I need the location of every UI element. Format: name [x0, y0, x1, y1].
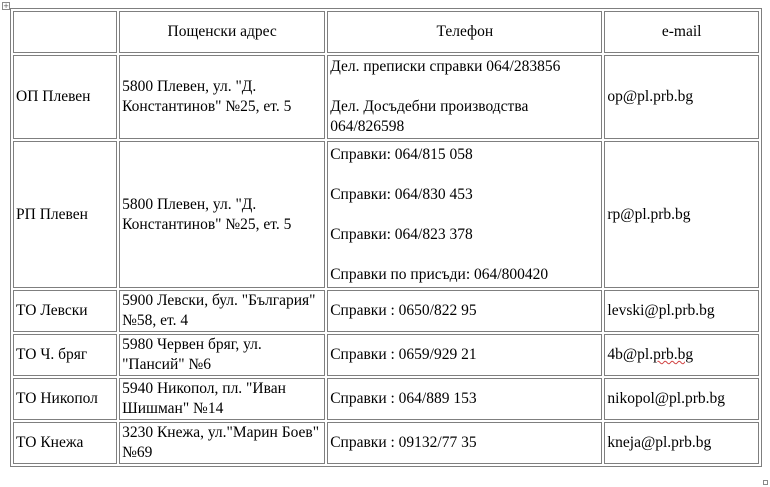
office-cell: ОП Плевен — [13, 55, 117, 139]
table-resize-handle-icon[interactable] — [763, 480, 768, 485]
address-cell: 5800 Плевен, ул. "Д. Константинов" №25, ет. 5 — [119, 55, 325, 139]
header-cell-email: e-mail — [604, 11, 759, 53]
email-cell: nikopol@pl.prb.bg — [604, 378, 759, 420]
phone-cell — [327, 422, 602, 464]
email-cell: kneja@pl.prb.bg — [604, 422, 759, 464]
phone-cell — [327, 141, 602, 288]
table-row — [13, 334, 759, 376]
header-row — [13, 11, 759, 53]
table-row — [13, 55, 759, 139]
address-cell: 5800 Плевен, ул. "Д. Константинов" №25, ет. 5 — [119, 141, 325, 288]
header-cell-phone: Телефон — [327, 11, 602, 53]
office-cell: ТО Никопол — [13, 378, 117, 420]
phone-line: Справки: 064/823 378 — [330, 225, 473, 243]
office-cell: ТО Ч. бряг — [13, 334, 117, 376]
contacts-table — [10, 8, 762, 467]
table-row — [13, 290, 759, 332]
address-cell: 3230 Кнежа, ул."Марин Боев" №69 — [119, 422, 325, 464]
phone-cell — [327, 378, 602, 420]
table-row — [13, 141, 759, 288]
phone-cell — [327, 334, 602, 376]
office-cell: РП Плевен — [13, 141, 117, 288]
phone-line: Справки: 064/830 453 — [330, 185, 473, 203]
phone-line: Справки по присъди: 064/800420 — [330, 265, 549, 283]
phone-line: Справки : 09132/77 35 — [330, 434, 477, 451]
address-cell: 5940 Никопол, пл. "Иван Шишман" №14 — [119, 378, 325, 420]
phone-line: Справки: 064/815 058 — [330, 145, 473, 163]
header-cell-office — [13, 11, 117, 53]
table-move-handle-icon[interactable]: + — [3, 2, 9, 10]
phone-line: Дел. Досъдебни производства 064/826598 — [330, 98, 529, 135]
email-spellcheck-squiggle: prb.bg — [653, 346, 694, 363]
phone-line: Справки : 0650/822 95 — [330, 302, 477, 319]
table-row — [13, 422, 759, 464]
phone-line: Дел. преписки справки 064/283856 — [330, 58, 561, 75]
table-row — [13, 378, 759, 420]
header-cell-address: Пощенски адрес — [119, 11, 325, 53]
email-cell: op@pl.prb.bg — [604, 55, 759, 139]
email-prefix: 4b@pl. — [607, 346, 654, 363]
email-cell: levski@pl.prb.bg — [604, 290, 759, 332]
phone-cell — [327, 290, 602, 332]
office-cell: ТО Кнежа — [13, 422, 117, 464]
email-cell: rp@pl.prb.bg — [604, 141, 759, 288]
address-cell: 5980 Червен бряг, ул. "Пансий" №6 — [119, 334, 325, 376]
phone-line: Справки : 064/889 153 — [330, 390, 477, 407]
phone-cell — [327, 55, 602, 139]
office-cell: ТО Левски — [13, 290, 117, 332]
email-cell — [604, 334, 759, 376]
address-cell: 5900 Левски, бул. "България" №58, ет. 4 — [119, 290, 325, 332]
phone-line: Справки : 0659/929 21 — [330, 346, 477, 363]
